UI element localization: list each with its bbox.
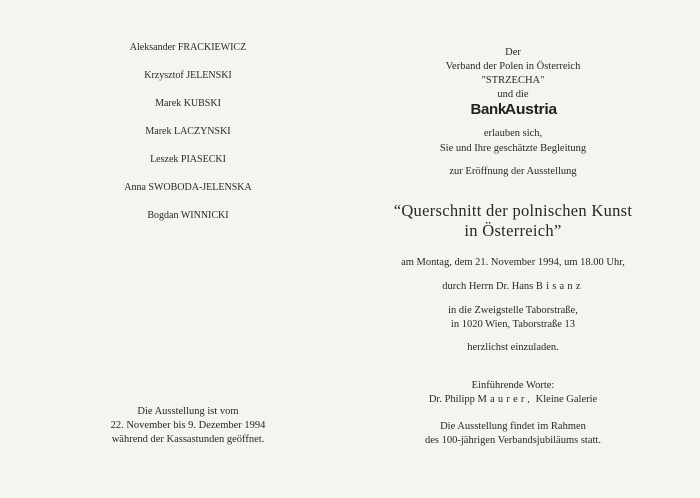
- org-line: und die: [497, 89, 529, 100]
- title-line: in Österreich”: [464, 221, 562, 240]
- intro-prefix: Dr. Philipp: [428, 394, 475, 405]
- org-line: Der: [505, 47, 521, 58]
- artist-name: Marek LACZYNSKI: [145, 126, 231, 137]
- venue-line: in die Zweigstelle Taborstraße,: [448, 305, 578, 316]
- invite-line: Sie und Ihre geschätzte Begleitung: [439, 143, 587, 154]
- artist-name: Bogdan WINNICKI: [147, 210, 229, 221]
- exhibition-dates: [88, 405, 288, 447]
- invite-block: [383, 127, 643, 179]
- intro-heading: Einführende Worte:: [471, 380, 555, 391]
- venue: [383, 304, 643, 332]
- opener-name: Bisanz: [535, 281, 584, 292]
- org-line: Verband der Polen in Österreich: [445, 61, 581, 72]
- intro-name: Maurer,: [477, 394, 534, 405]
- title-line: “Querschnitt der polnischen Kunst: [393, 201, 633, 220]
- dates-line: während der Kassastunden geöffnet.: [111, 434, 265, 445]
- artist-name: Anna SWOBODA-JELENSKA: [124, 182, 252, 193]
- opener: [383, 280, 643, 294]
- intro-gallery: Kleine Galerie: [535, 394, 598, 405]
- footer-note: [373, 420, 653, 448]
- dates-line: Die Ausstellung ist vom: [137, 406, 239, 417]
- bank-austria-logo: BankAustria: [470, 101, 557, 118]
- intro-speaker: [383, 379, 643, 407]
- org-line: "STRZECHA": [481, 75, 545, 86]
- venue-line: in 1020 Wien, Taborstraße 13: [450, 319, 576, 330]
- footer-line: des 100-jährigen Verbandsjubiläums statt.: [425, 435, 601, 446]
- artist-name: Leszek PIASECKI: [150, 154, 226, 165]
- exhibition-title: [363, 201, 663, 241]
- opener-prefix: durch Herrn Dr. Hans: [442, 281, 534, 292]
- artist-list: [88, 41, 288, 221]
- invite-line: erlauben sich,: [483, 128, 543, 139]
- artist-name: Krzysztof JELENSKI: [144, 70, 232, 81]
- closing: herzlichst einzuladen.: [467, 342, 559, 353]
- footer-line: Die Ausstellung findet im Rahmen: [440, 421, 586, 432]
- artist-name: Marek KUBSKI: [155, 98, 221, 109]
- invite-line: zur Eröffnung der Ausstellung: [449, 166, 577, 177]
- artist-name: Aleksander FRACKIEWICZ: [129, 42, 247, 53]
- dates-line: 22. November bis 9. Dezember 1994: [110, 420, 266, 431]
- org-block: [383, 46, 643, 102]
- event-date: am Montag, dem 21. November 1994, um 18.00 Uhr,: [401, 257, 625, 268]
